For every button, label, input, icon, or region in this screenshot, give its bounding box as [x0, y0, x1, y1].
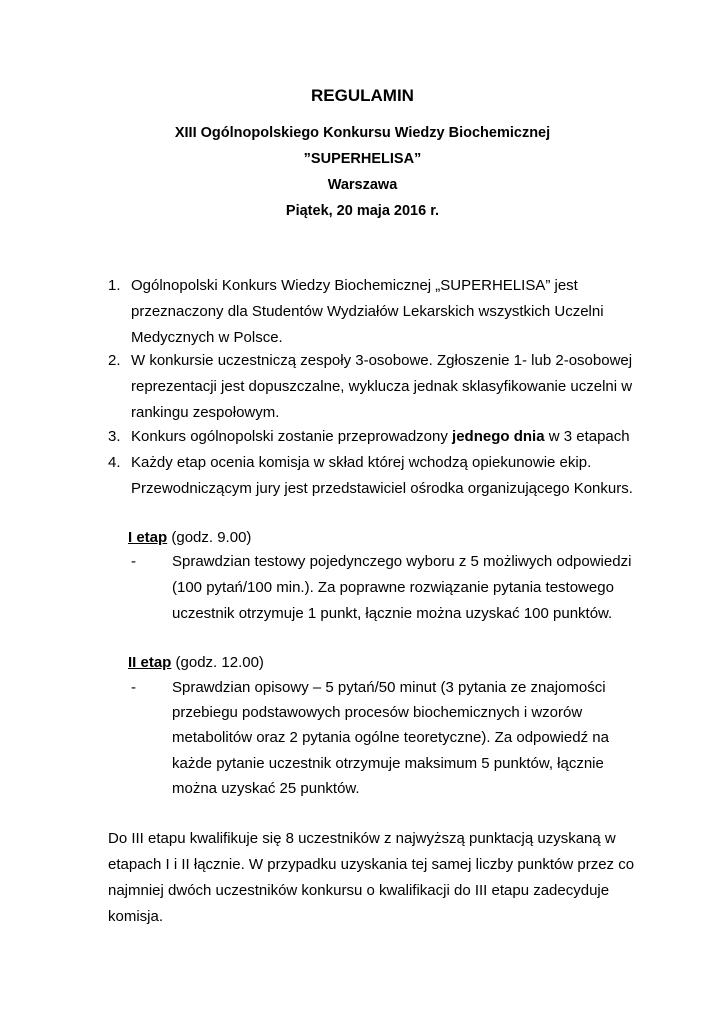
stage-1-time: (godz. 9.00): [167, 529, 252, 546]
stage-1-label: I etap: [128, 529, 168, 546]
rule-4-line-1: Każdy etap ocenia komisja w skład której wchodzą opiekunowie ekip.: [131, 454, 592, 471]
rule-1-line-3: Medycznych w Polsce.: [131, 329, 283, 346]
rule-3-text-end: w 3 etapach: [544, 428, 630, 445]
stage-2-line-2: przebiegu podstawowych procesów biochemicznych i wzorów: [172, 704, 583, 721]
stage-1-line-3: uczestnik otrzymuje 1 punkt, łącznie można uzyskać 100 punktów.: [172, 605, 613, 622]
document-subtitle: XIII Ogólnopolskiego Konkursu Wiedzy Biochemicznej: [174, 125, 551, 141]
stage-1-dash: -: [131, 553, 136, 570]
stage-2-line-5: można uzyskać 25 punktów.: [172, 780, 360, 797]
rule-number: 1.: [108, 277, 121, 294]
rule-2-line-1: W konkursie uczestniczą zespoły 3-osobowe. Zgłoszenie 1- lub 2-osobowej: [131, 352, 633, 369]
stage-2-line-1: Sprawdzian opisowy – 5 pytań/50 minut (3 pytania ze znajomości: [172, 679, 606, 696]
document-title: REGULAMIN: [311, 86, 414, 105]
rule-number: 4.: [108, 454, 121, 471]
final-paragraph-line-4: komisja.: [108, 908, 164, 925]
stage-2-dash: -: [131, 679, 136, 696]
rule-3-emphasis: jednego dnia: [452, 428, 545, 445]
event-date: Piątek, 20 maja 2016 r.: [285, 203, 440, 219]
stage-2-line-4: każde pytanie uczestnik otrzymuje maksimum 5 punktów, łącznie: [172, 755, 604, 772]
stage-2-time: (godz. 12.00): [171, 654, 264, 671]
rule-3-line-1: [131, 428, 630, 446]
rule-number: 2.: [108, 352, 121, 369]
rule-2-line-2: reprezentacji jest dopuszczalne, wyklucza jednak sklasyfikowanie uczelni w: [131, 378, 633, 395]
rule-number: 3.: [108, 428, 121, 445]
rule-1-line-1: Ogólnopolski Konkurs Wiedzy Biochemicznej „SUPERHELISA” jest: [131, 277, 578, 294]
stage-1-line-2: (100 pytań/100 min.). Za poprawne rozwiązanie pytania testowego: [172, 579, 614, 596]
final-paragraph-line-1: Do III etapu kwalifikuje się 8 uczestników z najwyższą punktacją uzyskaną w: [108, 830, 616, 847]
stage-1-heading: [128, 529, 251, 547]
stage-2-line-3: metabolitów oraz 2 pytania ogólne teoretyczne). Za odpowiedź na: [172, 729, 609, 746]
city: Warszawa: [327, 177, 398, 193]
rule-1-line-2: przeznaczony dla Studentów Wydziałów Lekarskich wszystkich Uczelni: [131, 303, 604, 320]
rule-2-line-3: rankingu zespołowym.: [131, 404, 280, 421]
stage-2-heading: [128, 654, 264, 672]
rule-4-line-2: Przewodniczącym jury jest przedstawiciel ośrodka organizującego Konkurs.: [131, 480, 633, 497]
stage-2-label: II etap: [128, 654, 172, 671]
final-paragraph-line-3: najmniej dwóch uczestników konkursu o kwalifikacji do III etapu zadecyduje: [108, 882, 610, 899]
final-paragraph-line-2: etapach I i II łącznie. W przypadku uzyskania tej samej liczby punktów przez co: [108, 856, 635, 873]
stage-1-line-1: Sprawdzian testowy pojedynczego wyboru z 5 możliwych odpowiedzi: [172, 553, 632, 570]
rule-3-text-start: Konkurs ogólnopolski zostanie przeprowadzony: [131, 428, 453, 445]
competition-name: ”SUPERHELISA”: [303, 151, 422, 167]
